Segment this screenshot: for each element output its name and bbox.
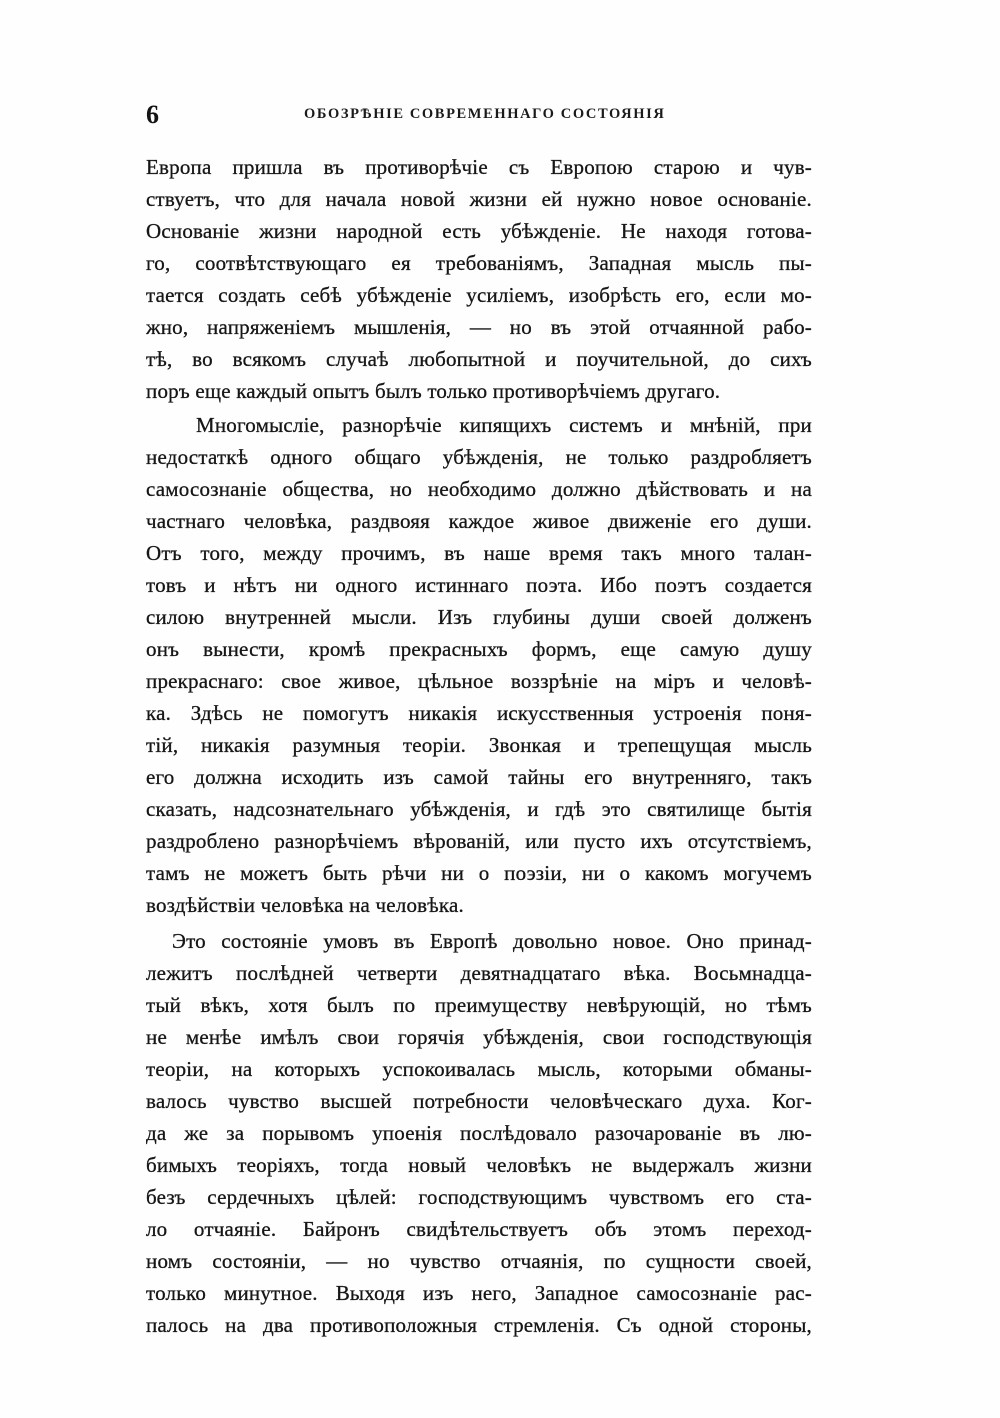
text-line: тается создать себѣ убѣжденіе усиліемъ, изобрѣсть его, если мо-: [146, 283, 812, 307]
text-line: самосознаніе общества, но необходимо должно дѣйствовать и на: [146, 477, 812, 501]
running-title: ОБОЗРѢНІЕ СОВРЕМЕННАГО СОСТОЯНІЯ: [304, 106, 666, 122]
text-line: его должна исходить изъ самой тайны его внутренняго, такъ: [146, 765, 812, 789]
text-line: тый вѣкъ, хотя былъ по преимуществу невѣрующій, но тѣмъ: [146, 993, 812, 1017]
text-line: частнаго человѣка, раздвояя каждое живое движеніе его души.: [146, 509, 812, 533]
text-line: тій, никакія разумныя теоріи. Звонкая и трепещущая мысль: [146, 733, 812, 757]
text-line: Отъ того, между прочимъ, въ наше время такъ много талан-: [146, 541, 812, 565]
text-line: недостаткѣ одного общаго убѣжденія, не только раздробляетъ: [146, 445, 812, 469]
text-line: бимыхъ теоріяхъ, тогда новый человѣкъ не выдержалъ жизни: [146, 1153, 812, 1177]
text-line: поръ еще каждый опытъ былъ только противорѣчіемъ другаго.: [146, 379, 721, 403]
text-line: силою внутренней мысли. Изъ глубины души своей долженъ: [146, 605, 812, 629]
text-line: жно, напряженіемъ мышленія, — но въ этой отчаянной рабо-: [146, 315, 812, 339]
text-line: го, соотвѣтствующаго ея требованіямъ, Западная мысль пы-: [146, 251, 812, 275]
text-line: Европа пришла въ противорѣчіе съ Европою старою и чув-: [146, 155, 812, 179]
text-line: прекраснаго: свое живое, цѣльное воззрѣніе на міръ и человѣ-: [146, 669, 812, 693]
text-line: ло отчаяніе. Байронъ свидѣтельствуетъ объ этомъ переход-: [146, 1217, 812, 1241]
text-line: валось чувство высшей потребности человѣческаго духа. Ког-: [146, 1089, 812, 1113]
text-line: номъ состояніи, — но чувство отчаянія, по сущности своей,: [146, 1249, 812, 1273]
text-line: палось на два противоположныя стремленія. Съ одной стороны,: [146, 1313, 812, 1337]
text-line: раздроблено разнорѣчіемъ вѣрованій, или пусто ихъ отсутствіемъ,: [146, 829, 812, 853]
text-line: безъ сердечныхъ цѣлей: господствующимъ чувствомъ его ста-: [146, 1185, 812, 1209]
text-line: только минутное. Выходя изъ него, Западное самосознаніе рас-: [146, 1281, 812, 1305]
text-line: тамъ не можетъ быть рѣчи ни о поэзіи, ни о какомъ могучемъ: [146, 861, 812, 885]
text-line: товъ и нѣтъ ни одного истиннаго поэта. Ибо поэтъ создается: [146, 573, 812, 597]
text-line: тѣ, во всякомъ случаѣ любопытной и поучительной, до сихъ: [146, 347, 812, 371]
text-line: ка. Здѣсь не помогутъ никакія искусственныя устроенія поня-: [146, 701, 812, 725]
text-line: да же за порывомъ упоенія послѣдовало разочарованіе въ лю-: [146, 1121, 812, 1145]
text-line: не менѣе имѣлъ свои горячія убѣжденія, свои господствующія: [146, 1025, 812, 1049]
text-line: ствуетъ, что для начала новой жизни ей нужно новое основаніе.: [146, 187, 812, 211]
paragraph-first-line: Это состояніе умовъ въ Европѣ довольно новое. Оно принад-: [172, 929, 812, 953]
text-line: лежитъ послѣдней четверти девятнадцатаго вѣка. Восьмнадца-: [146, 961, 812, 985]
text-line: онъ вынести, кромѣ прекрасныхъ формъ, еще самую душу: [146, 637, 812, 661]
text-line: сказать, надсознательнаго убѣжденія, и гдѣ это святилище бытія: [146, 797, 812, 821]
text-line: теоріи, на которыхъ успокоивалась мысль, которыми обманы-: [146, 1057, 812, 1081]
text-line: Основаніе жизни народной есть убѣжденіе. Не находя готова-: [146, 219, 812, 243]
text-line: воздѣйствіи человѣка на человѣка.: [146, 893, 464, 917]
page-number: 6: [146, 100, 159, 129]
paragraph-first-line: Многомысліе, разнорѣчіе кипящихъ системъ и мнѣній, при: [196, 413, 812, 437]
